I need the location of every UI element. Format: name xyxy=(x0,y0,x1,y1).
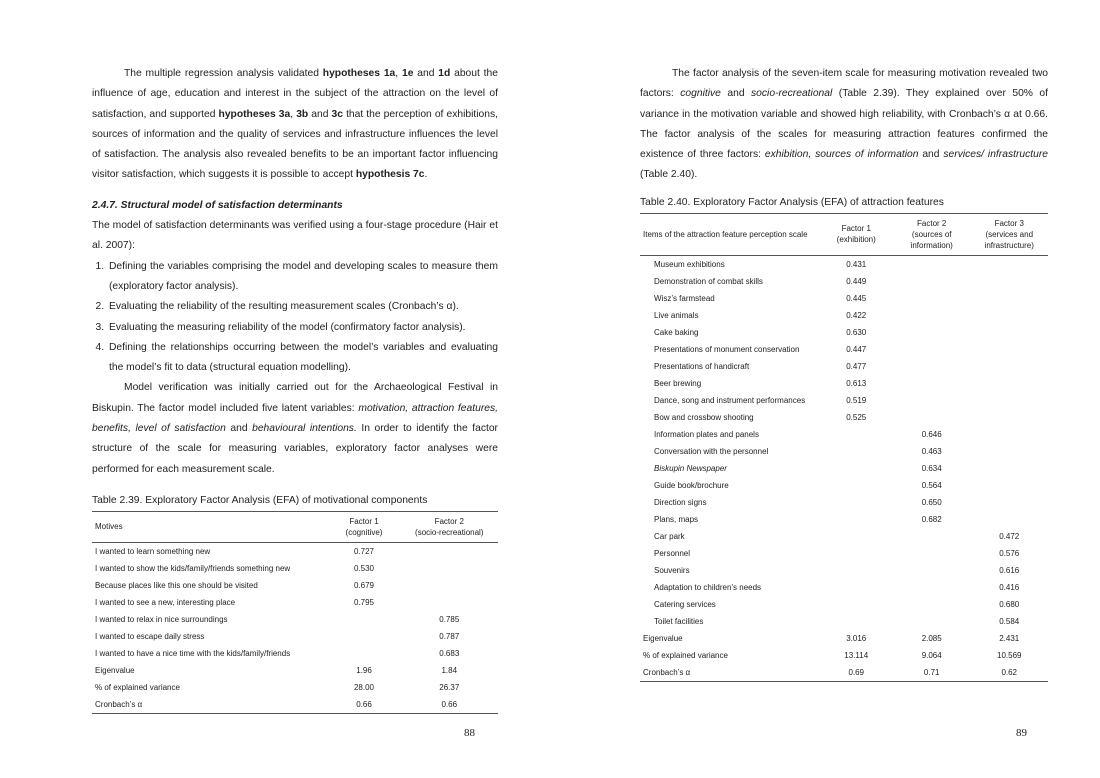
cell-value xyxy=(970,460,1048,477)
row-label: Eigenvalue xyxy=(95,665,135,675)
cell-value: 0.472 xyxy=(999,531,1020,541)
table-row xyxy=(640,426,1048,443)
row-label: Presentations of handicraft xyxy=(654,361,750,371)
row-label: Demonstration of combat skills xyxy=(654,276,763,286)
cell-value xyxy=(820,579,893,596)
cell-value xyxy=(893,255,971,273)
table-row xyxy=(640,341,1048,358)
row-label: I wanted to see a new, interesting place xyxy=(95,597,236,607)
cell-value: 0.646 xyxy=(921,429,942,439)
cell-value: 0.477 xyxy=(846,361,867,371)
cell-value xyxy=(820,511,893,528)
cell-value xyxy=(970,511,1048,528)
table-caption: Table 2.40. Exploratory Factor Analysis (EFA) of attraction features xyxy=(640,196,944,208)
table-row xyxy=(640,596,1048,613)
cell-value xyxy=(970,426,1048,443)
cell-value: 0.66 xyxy=(401,696,498,714)
table-row xyxy=(640,545,1048,562)
cell-value xyxy=(893,307,971,324)
table-row xyxy=(640,324,1048,341)
factor-paragraph: The factor analysis of the seven-item scale for measuring motivation revealed two factors: cognitive and socio-recreational (Table 2.39). They explained over 50% of variance in the motivation variable and showed high reliability, with Cronbach’s α at 0.66. The factor analysis of the scales for measuring attraction features confirmed the existence of three factors: exhibition, sources of information and services/ infrastructure (Table 2.40). xyxy=(640,68,1049,181)
row-label: Museum exhibitions xyxy=(654,259,725,269)
row-label: Live animals xyxy=(654,310,699,320)
table-row xyxy=(640,511,1048,528)
cell-value xyxy=(970,290,1048,307)
cell-value xyxy=(970,392,1048,409)
cell-value: 0.564 xyxy=(921,480,942,490)
cell-value: 0.682 xyxy=(921,514,942,524)
cell-value xyxy=(893,358,971,375)
cell-value xyxy=(820,596,893,613)
cell-value xyxy=(893,273,971,290)
table-row xyxy=(640,562,1048,579)
cell-value xyxy=(893,290,971,307)
row-label: % of explained variance xyxy=(95,682,180,692)
table-row xyxy=(640,443,1048,460)
cell-value xyxy=(970,307,1048,324)
cell-value xyxy=(893,528,971,545)
cell-value: 0.447 xyxy=(846,344,867,354)
table-row xyxy=(640,375,1048,392)
row-label: Bow and crossbow shooting xyxy=(654,412,754,422)
cell-value xyxy=(970,324,1048,341)
row-label: Cake baking xyxy=(654,327,699,337)
table-row xyxy=(640,255,1048,273)
row-label: Personnel xyxy=(654,548,691,558)
cell-value xyxy=(820,426,893,443)
cell-value xyxy=(401,594,498,611)
cell-value: 0.616 xyxy=(999,565,1020,575)
row-label: I wanted to learn something new xyxy=(95,546,211,556)
table-row xyxy=(92,611,498,628)
cell-value: 0.422 xyxy=(846,310,867,320)
cell-value: 1.84 xyxy=(441,665,458,675)
row-label: % of explained variance xyxy=(643,650,728,660)
step-item: 3. Evaluating the measuring reliability of the model (confirmatory factor analysis). xyxy=(107,318,498,338)
row-label: Presentations of monument conservation xyxy=(654,344,800,354)
row-label: Conversation with the personnel xyxy=(654,446,769,456)
table-row xyxy=(92,662,498,679)
table-row xyxy=(640,307,1048,324)
row-label: Direction signs xyxy=(654,497,707,507)
step-item: 2. Evaluating the reliability of the resulting measurement scales (Cronbach’s α). xyxy=(107,297,498,317)
cell-value: 0.795 xyxy=(353,597,375,607)
cell-value xyxy=(401,577,498,594)
step-item: 1. Defining the variables comprising the model and developing scales to measure them (exploratory factor analysis). xyxy=(107,257,498,298)
table-row xyxy=(640,409,1048,426)
cell-value xyxy=(893,545,971,562)
cell-value: 0.679 xyxy=(353,580,375,590)
column-header: Factor 1 (cognitive) xyxy=(327,511,400,542)
cell-value: 0.62 xyxy=(970,664,1048,682)
row-label: Dance, song and instrument performances xyxy=(654,395,806,405)
row-label: Souvenirs xyxy=(654,565,690,575)
column-header: Factor 3 (services and infrastructure) xyxy=(970,213,1048,255)
row-label: Guide book/brochure xyxy=(654,480,729,490)
row-label: Biskupin Newspaper xyxy=(654,463,727,473)
right-page xyxy=(640,0,1048,778)
cell-value xyxy=(893,324,971,341)
row-label: Because places like this one should be visited xyxy=(95,580,258,590)
row-label: Beer brewing xyxy=(654,378,702,388)
cell-value: 0.650 xyxy=(921,497,942,507)
column-header: Items of the attraction feature perception scale xyxy=(640,213,820,255)
cell-value: 3.016 xyxy=(846,633,867,643)
cell-value xyxy=(820,613,893,630)
cell-value xyxy=(820,545,893,562)
cell-value xyxy=(820,494,893,511)
page-number: 88 xyxy=(464,727,475,739)
cell-value: 0.634 xyxy=(921,463,942,473)
column-header: Factor 1 (exhibition) xyxy=(820,213,893,255)
row-label: I wanted to escape daily stress xyxy=(95,631,205,641)
cell-value xyxy=(820,477,893,494)
row-label: Wisz’s farmstead xyxy=(654,293,715,303)
row-label: Information plates and panels xyxy=(654,429,759,439)
table-row xyxy=(92,679,498,696)
verification-paragraph: Model verification was initially carried out for the Archaeological Festival in Biskupin. The factor model included five latent variables: motivation, attraction features, benefits, level of satisfaction and behavioural intentions. In order to identify the factor structure of the scale for measuring variables, exploratory factor analyses were performed for each measurement scale. xyxy=(92,382,498,475)
cell-value xyxy=(820,460,893,477)
cell-value: 0.727 xyxy=(353,546,375,556)
column-header: Motives xyxy=(92,511,327,542)
procedure-paragraph: The model of satisfaction determinants was verified using a four-stage procedure (Hair et al. 2007): xyxy=(92,220,498,252)
table-row xyxy=(640,579,1048,596)
table-caption: Table 2.39. Exploratory Factor Analysis (EFA) of motivational components xyxy=(92,494,428,506)
cell-value xyxy=(820,562,893,579)
row-label: Cronbach’s α xyxy=(640,664,820,682)
cell-value: 0.613 xyxy=(846,378,867,388)
cell-value: 0.680 xyxy=(999,599,1020,609)
cell-value: 0.630 xyxy=(846,327,867,337)
cell-value xyxy=(820,528,893,545)
procedure-steps xyxy=(92,257,498,379)
cell-value: 0.787 xyxy=(439,631,460,641)
row-label: Catering services xyxy=(654,599,716,609)
cell-value xyxy=(401,542,498,560)
cell-value xyxy=(893,375,971,392)
cell-value xyxy=(970,494,1048,511)
cell-value xyxy=(327,611,400,628)
table-row xyxy=(92,560,498,577)
cell-value xyxy=(893,392,971,409)
row-label: Eigenvalue xyxy=(643,633,683,643)
page-number: 89 xyxy=(1016,727,1027,739)
cell-value: 9.064 xyxy=(921,650,942,660)
cell-value xyxy=(970,443,1048,460)
step-item: 4. Defining the relationships occurring between the model’s variables and evaluating the model’s fit to data (structural equation modelling). xyxy=(107,338,498,379)
cell-value: 1.96 xyxy=(356,665,372,675)
cell-value xyxy=(970,273,1048,290)
cell-value: 2.085 xyxy=(921,633,942,643)
table-row xyxy=(92,542,498,560)
table-row xyxy=(640,647,1048,664)
cell-value xyxy=(970,477,1048,494)
cell-value: 0.683 xyxy=(439,648,460,658)
cell-value xyxy=(327,645,400,662)
row-label: I wanted to have a nice time with the kids/family/friends xyxy=(95,648,291,658)
table-row xyxy=(92,577,498,594)
cell-value: 0.445 xyxy=(846,293,867,303)
cell-value: 0.71 xyxy=(893,664,971,682)
row-label: I wanted to relax in nice surroundings xyxy=(95,614,228,624)
column-header: Factor 2 (socio-recreational) xyxy=(401,511,498,542)
cell-value: 0.519 xyxy=(846,395,867,405)
table-row xyxy=(92,594,498,611)
cell-value xyxy=(970,341,1048,358)
table-row xyxy=(640,664,1048,682)
cell-value: 0.576 xyxy=(999,548,1020,558)
cell-value xyxy=(970,375,1048,392)
cell-value xyxy=(893,562,971,579)
attraction-table xyxy=(640,213,1048,682)
cell-value: 28.00 xyxy=(353,682,375,692)
cell-value xyxy=(893,579,971,596)
table-row xyxy=(640,528,1048,545)
cell-value xyxy=(893,596,971,613)
table-row xyxy=(640,392,1048,409)
cell-value xyxy=(401,560,498,577)
row-label: Cronbach’s α xyxy=(92,696,327,714)
table-row xyxy=(92,645,498,662)
motivation-table xyxy=(92,511,498,714)
cell-value xyxy=(970,358,1048,375)
left-page xyxy=(92,0,498,778)
table-row xyxy=(640,613,1048,630)
cell-value: 0.463 xyxy=(921,446,942,456)
table-row xyxy=(640,273,1048,290)
cell-value: 0.431 xyxy=(846,259,867,269)
table-row xyxy=(640,630,1048,647)
column-header: Factor 2 (sources of information) xyxy=(893,213,971,255)
table-row xyxy=(640,494,1048,511)
table-row xyxy=(640,460,1048,477)
cell-value xyxy=(893,409,971,426)
table-row xyxy=(640,477,1048,494)
section-heading: 2.4.7. Structural model of satisfaction determinants xyxy=(92,199,343,211)
row-label: Adaptation to children’s needs xyxy=(654,582,762,592)
cell-value: 2.431 xyxy=(999,633,1020,643)
cell-value xyxy=(893,341,971,358)
intro-paragraph: The multiple regression analysis validated hypotheses 1a, 1e and 1d about the influence of age, education and interest in the subject of the attraction on the level of satisfaction, and supported hypotheses 3a, 3b and 3c that the perception of exhibitions, sources of information and the quality of services and infrastructure influences the level of satisfaction. The analysis also revealed benefits to be an important factor influencing visitor satisfaction, which suggests it is possible to accept hypothesis 7c. xyxy=(92,68,498,181)
cell-value: 0.584 xyxy=(999,616,1020,626)
cell-value: 0.416 xyxy=(999,582,1020,592)
cell-value: 0.525 xyxy=(846,412,867,422)
row-label: Car park xyxy=(654,531,685,541)
cell-value xyxy=(327,628,400,645)
cell-value: 26.37 xyxy=(439,682,460,692)
cell-value: 0.530 xyxy=(353,563,375,573)
table-row xyxy=(92,628,498,645)
cell-value xyxy=(820,443,893,460)
cell-value: 0.69 xyxy=(820,664,893,682)
cell-value: 0.66 xyxy=(327,696,400,714)
cell-value xyxy=(970,255,1048,273)
cell-value: 0.785 xyxy=(439,614,460,624)
cell-value: 10.569 xyxy=(997,650,1022,660)
cell-value xyxy=(970,409,1048,426)
cell-value: 13.114 xyxy=(844,650,869,660)
row-label: Toilet facilities xyxy=(654,616,704,626)
table-row xyxy=(640,290,1048,307)
cell-value: 0.449 xyxy=(846,276,867,286)
table-row xyxy=(640,358,1048,375)
row-label: I wanted to show the kids/family/friends something new xyxy=(95,563,291,573)
table-row xyxy=(92,696,498,714)
cell-value xyxy=(893,613,971,630)
row-label: Plans, maps xyxy=(654,514,699,524)
